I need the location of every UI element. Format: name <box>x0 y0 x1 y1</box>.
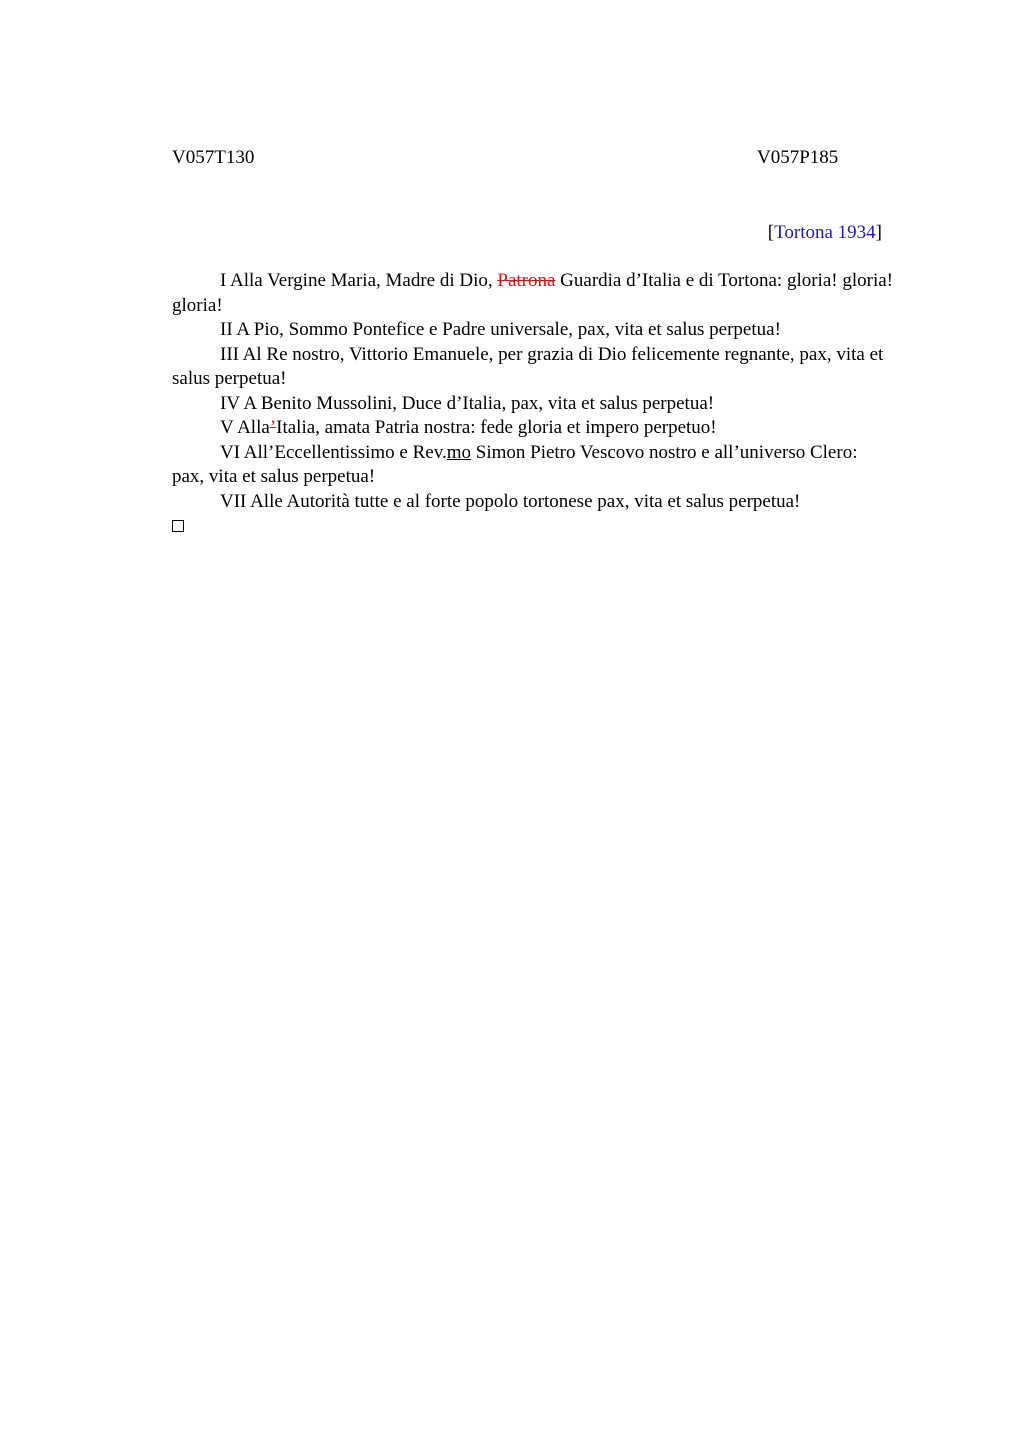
open-bracket: [ <box>767 222 775 243</box>
place-date <box>768 221 882 245</box>
toast-list <box>172 269 897 540</box>
toast-6-text-a: VI All’Eccellentissimo e Rev. <box>220 441 447 463</box>
toast-1 <box>172 269 897 318</box>
toast-1-text-a: I Alla Vergine Maria, Madre di Dio, <box>220 270 498 291</box>
close-bracket: ] <box>875 222 882 243</box>
toast-6-text-b: Simon Pietro Vescovo nostro e all’universo Clero: <box>471 441 858 463</box>
end-mark <box>172 514 897 540</box>
toast-7: VII Alle Autorità tutte e al forte popolo tortonese pax, vita et salus perpetua! <box>220 490 801 512</box>
deleted-apostrophe: ’ <box>269 417 277 438</box>
toast-4: IV A Benito Mussolini, Duce d’Italia, pax, vita et salus perpetua! <box>220 392 715 414</box>
document-ref-left: V057T130 <box>172 147 255 168</box>
document-ref-right: V057P185 <box>757 147 839 168</box>
toast-5 <box>172 416 897 441</box>
toast-3: III Al Re nostro, Vittorio Emanuele, per grazia di Dio felicemente regnante, pax, vita et salus perpetua! <box>172 343 884 389</box>
toast-6 <box>172 441 897 466</box>
toast-2: II A Pio, Sommo Pontefice e Padre universale, pax, vita et salus perpetua! <box>220 319 781 340</box>
toast-5-text-b: Italia, amata Patria nostra: fede gloria et impero perpetuo! <box>276 417 717 438</box>
toast-5-text-a: V Alla <box>220 417 270 438</box>
square-outline-icon <box>172 520 184 532</box>
place-date-text: Tortona 1934 <box>774 222 876 243</box>
underlined-abbrev: mo <box>446 441 471 463</box>
toast-1-text-b: Guardia d’Italia e di Tortona: gloria! gloria! gloria! <box>172 270 893 316</box>
deleted-word: Patrona <box>497 270 556 291</box>
toast-6-continued: pax, vita et salus perpetua! <box>172 466 376 487</box>
